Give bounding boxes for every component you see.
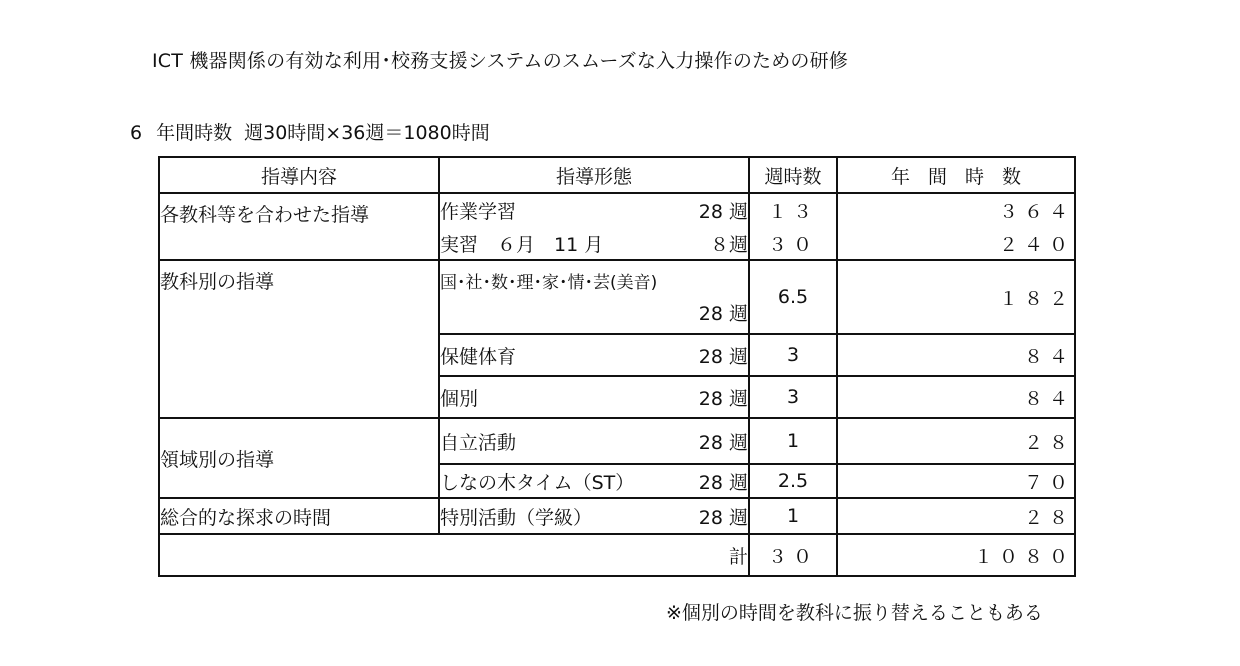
annual-cell: ８４ bbox=[837, 334, 1075, 376]
form-cell: 作業学習 28 週 bbox=[439, 193, 749, 227]
weekly-cell: ３０ bbox=[749, 227, 837, 260]
form-cell: しなの木タイム（ST） 28 週 bbox=[439, 464, 749, 498]
annual-cell: ８４ bbox=[837, 376, 1075, 418]
weekly-cell: 6.5 bbox=[749, 260, 837, 334]
weekly-cell: １３ bbox=[749, 193, 837, 227]
annual-cell: １８２ bbox=[837, 260, 1075, 334]
content-cell: 各教科等を合わせた指導 bbox=[159, 193, 439, 260]
weekly-cell: 1 bbox=[749, 498, 837, 534]
annual-cell: ３６４ bbox=[837, 193, 1075, 227]
section-label: 年間時数 bbox=[156, 122, 233, 144]
weekly-cell: 3 bbox=[749, 334, 837, 376]
total-label: 計 bbox=[159, 534, 749, 576]
header-annual: 年間時数 bbox=[837, 157, 1075, 193]
weekly-cell: 2.5 bbox=[749, 464, 837, 498]
section-formula: 週30時間×36週＝1080時間 bbox=[244, 122, 490, 144]
footnote: ※個別の時間を教科に振り替えることもある bbox=[666, 602, 1043, 624]
weekly-cell: 3 bbox=[749, 376, 837, 418]
form-cell: 実習 ６月 11 月 ８週 bbox=[439, 227, 749, 260]
content-cell: 教科別の指導 bbox=[159, 260, 439, 418]
header-form: 指導形態 bbox=[439, 157, 749, 193]
table-header-row bbox=[159, 157, 1075, 193]
intro-text: ICT 機器関係の有効な利用･校務支援システムのスムーズな入力操作のための研修 bbox=[152, 50, 849, 72]
annual-cell: ７０ bbox=[837, 464, 1075, 498]
header-weekly: 週時数 bbox=[749, 157, 837, 193]
total-weekly: ３０ bbox=[749, 534, 837, 576]
annual-cell: ２４０ bbox=[837, 227, 1075, 260]
form-cell: 国･社･数･理･家･情･芸(美音) 28 週 bbox=[439, 260, 749, 334]
total-annual: １０８０ bbox=[837, 534, 1075, 576]
section-heading bbox=[130, 118, 490, 145]
content-cell: 領域別の指導 bbox=[159, 418, 439, 498]
table-total-row bbox=[159, 534, 1075, 576]
table-row bbox=[159, 498, 1075, 534]
weekly-cell: 1 bbox=[749, 418, 837, 464]
annual-cell: ２８ bbox=[837, 418, 1075, 464]
header-content: 指導内容 bbox=[159, 157, 439, 193]
table-row bbox=[159, 260, 1075, 334]
form-cell: 特別活動（学級） 28 週 bbox=[439, 498, 749, 534]
form-cell: 保健体育 28 週 bbox=[439, 334, 749, 376]
content-cell: 総合的な探求の時間 bbox=[159, 498, 439, 534]
section-number: 6 bbox=[130, 122, 143, 144]
table-row bbox=[159, 418, 1075, 464]
form-cell: 自立活動 28 週 bbox=[439, 418, 749, 464]
annual-hours-table bbox=[158, 156, 1076, 577]
form-cell: 個別 28 週 bbox=[439, 376, 749, 418]
table-row bbox=[159, 193, 1075, 227]
annual-cell: ２８ bbox=[837, 498, 1075, 534]
